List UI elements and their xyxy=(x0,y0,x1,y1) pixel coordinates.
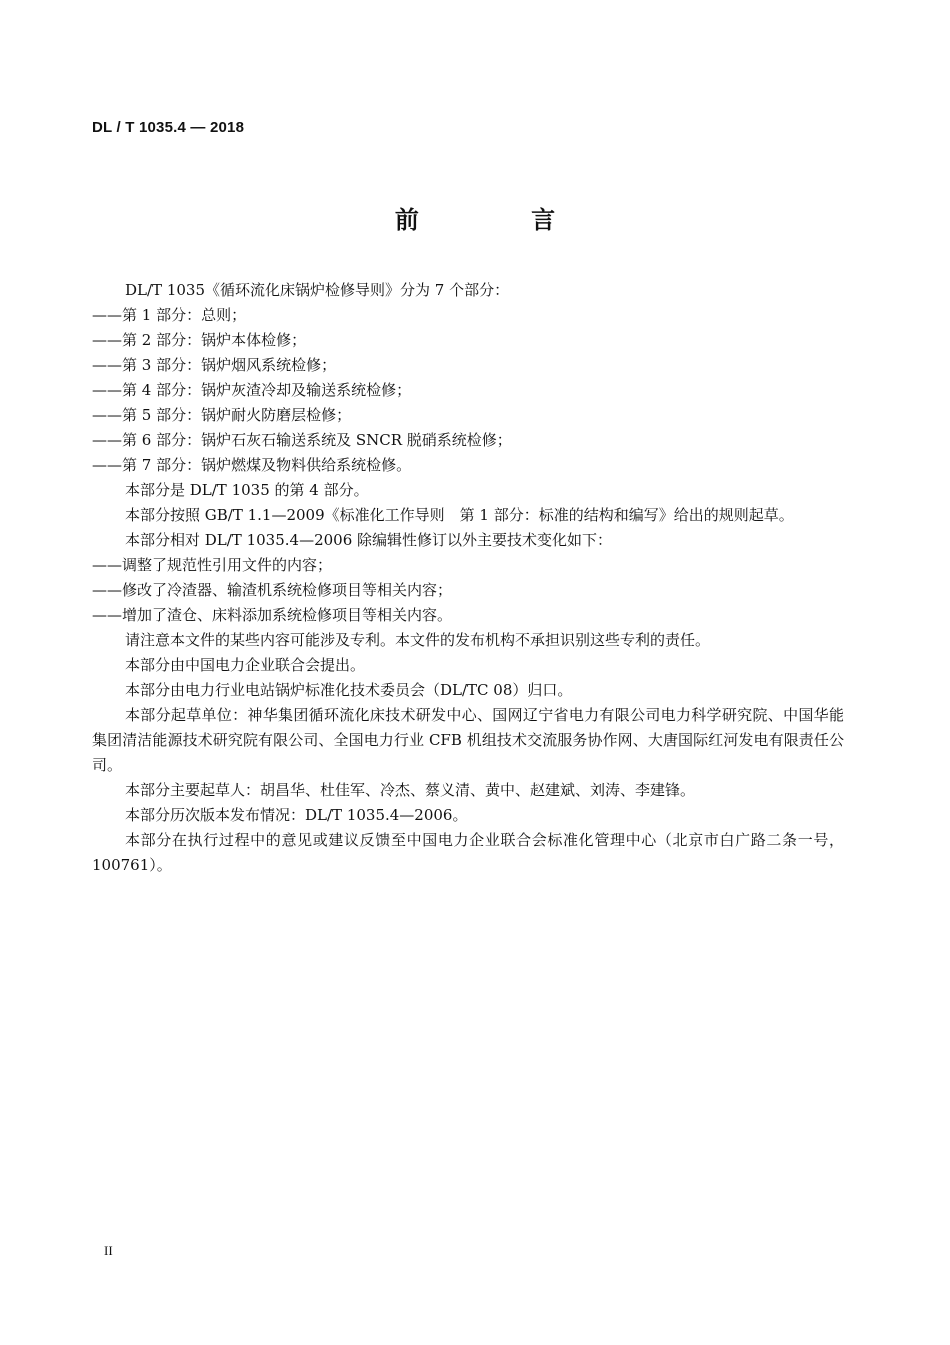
part-list-item: ——第 6 部分：锅炉石灰石输送系统及 SNCR 脱硝系统检修； xyxy=(92,431,512,449)
part-list-item: ——第 4 部分：锅炉灰渣冷却及输送系统检修； xyxy=(92,381,412,399)
change-list-item: ——增加了渣仓、床料添加系统检修项目等相关内容。 xyxy=(92,606,453,624)
committee-paragraph: 本部分由电力行业电站锅炉标准化技术委员会（DL/TC 08）归口。 xyxy=(125,681,573,699)
feedback-paragraph: 本部分在执行过程中的意见或建议反馈至中国电力企业联合会标准化管理中心（北京市白广路二条一号，100761）。 xyxy=(92,831,844,874)
standard-code-header: DL / T 1035.4 — 2018 xyxy=(92,119,245,136)
part-list-item: ——第 5 部分：锅炉耐火防磨层检修； xyxy=(92,406,352,424)
drafters-paragraph: 本部分主要起草人：胡昌华、杜佳军、冷杰、蔡义清、黄中、赵建斌、刘涛、李建锋。 xyxy=(125,781,696,799)
parts-intro-paragraph: DL/T 1035《循环流化床锅炉检修导则》分为 7 个部分： xyxy=(125,281,510,299)
part-list-item: ——第 7 部分：锅炉燃煤及物料供给系统检修。 xyxy=(92,456,412,474)
change-list-item: ——调整了规范性引用文件的内容； xyxy=(92,556,333,574)
patent-notice-paragraph: 请注意本文件的某些内容可能涉及专利。本文件的发布机构不承担识别这些专利的责任。 xyxy=(125,631,711,649)
proposer-paragraph: 本部分由中国电力企业联合会提出。 xyxy=(125,656,366,674)
preface-body xyxy=(92,278,844,878)
change-list-item: ——修改了冷渣器、输渣机系统检修项目等相关内容； xyxy=(92,581,453,599)
drafting-rules-paragraph: 本部分按照 GB/T 1.1—2009《标准化工作导则 第 1 部分：标准的结构和编写》给出的规则起草。 xyxy=(125,506,794,524)
preface-title: 前 言 xyxy=(394,206,608,234)
drafting-units-paragraph: 本部分起草单位：神华集团循环流化床技术研发中心、国网辽宁省电力有限公司电力科学研究院、中国华能集团清洁能源技术研究院有限公司、全国电力行业 CFB 机组技术交流服务协作网、大唐国际红河发电有限责任公司。 xyxy=(92,706,844,774)
part-list-item: ——第 3 部分：锅炉烟风系统检修； xyxy=(92,356,337,374)
part-number-paragraph: 本部分是 DL/T 1035 的第 4 部分。 xyxy=(125,481,369,499)
version-history-paragraph: 本部分历次版本发布情况：DL/T 1035.4—2006。 xyxy=(125,806,468,824)
page-number: II xyxy=(104,1243,113,1258)
changes-intro-paragraph: 本部分相对 DL/T 1035.4—2006 除编辑性修订以外主要技术变化如下： xyxy=(125,531,613,549)
part-list-item: ——第 1 部分：总则； xyxy=(92,306,247,324)
part-list-item: ——第 2 部分：锅炉本体检修； xyxy=(92,331,307,349)
